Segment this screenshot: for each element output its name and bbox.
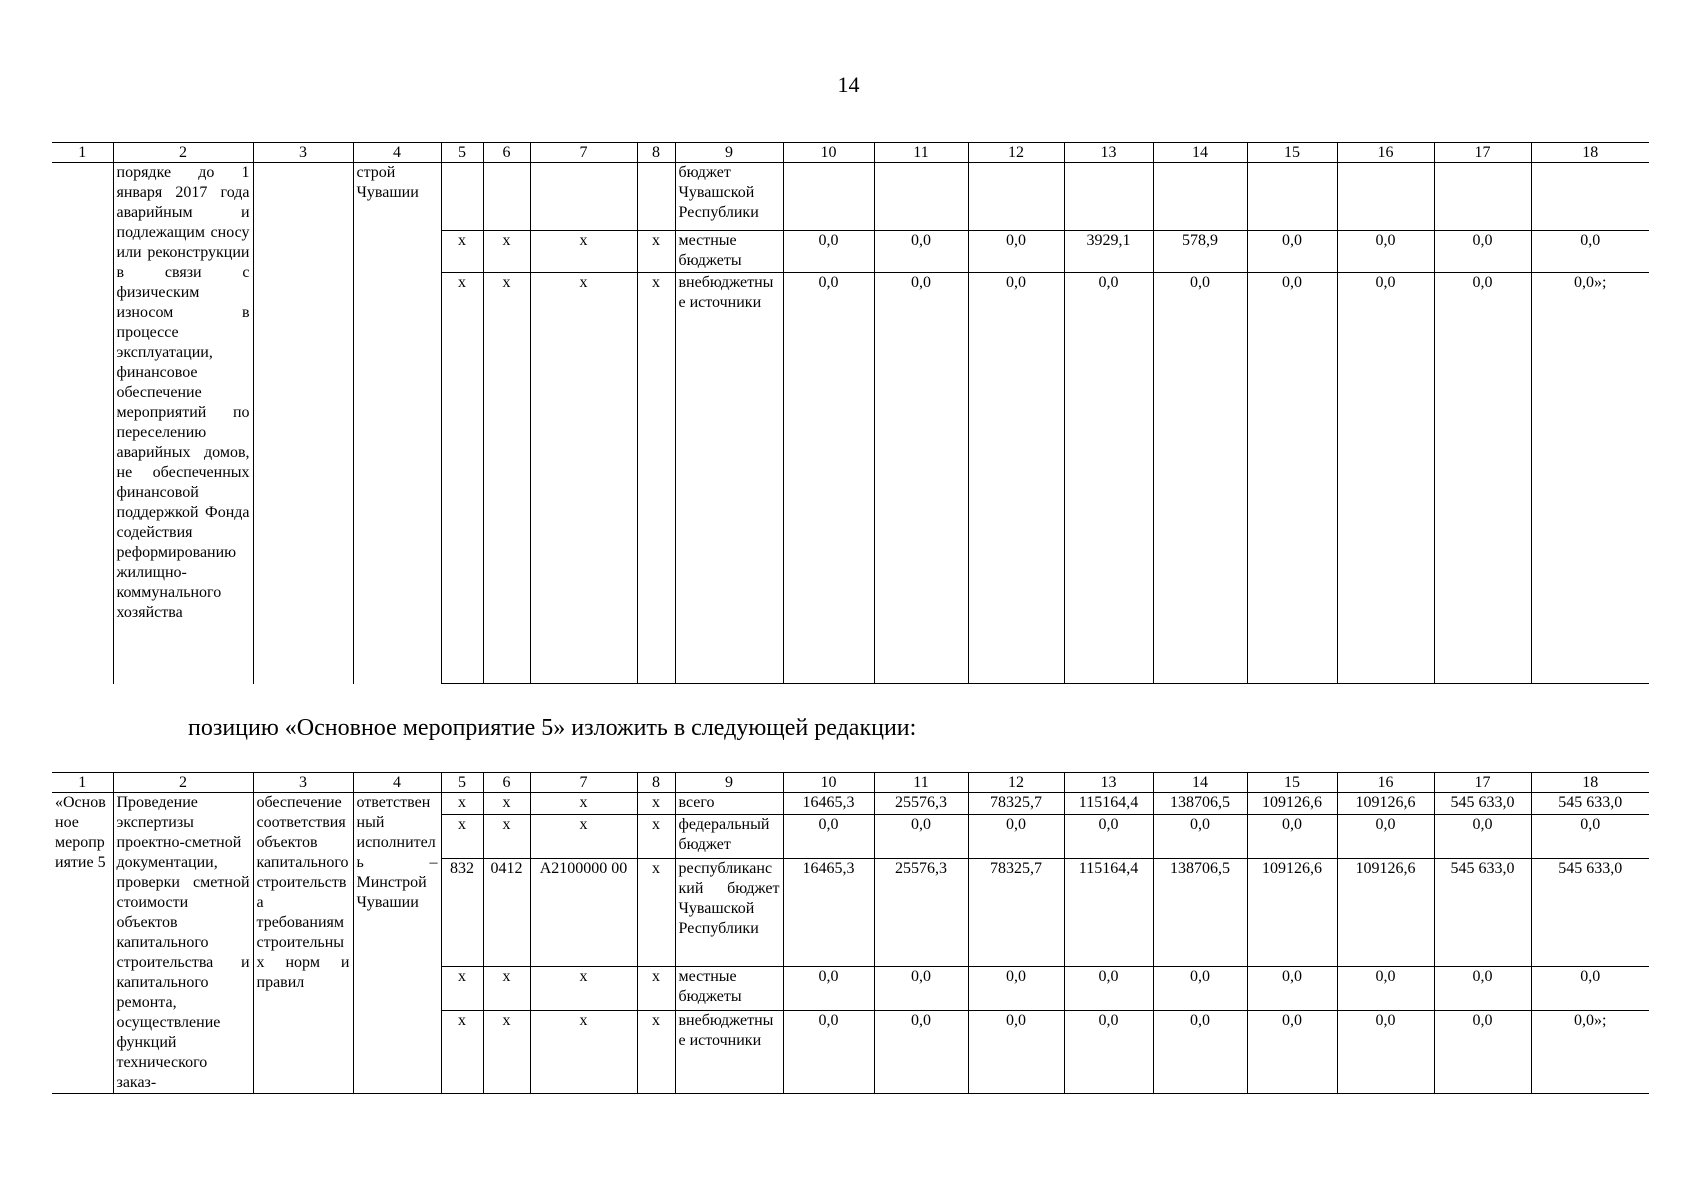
value-cell: 0,0»; <box>1531 273 1649 684</box>
value-cell: 115164,4 <box>1064 793 1153 815</box>
cell-col1 <box>52 163 113 684</box>
value-cell <box>968 163 1064 231</box>
measure-label: «Основное мероприятие 5 <box>52 793 113 1094</box>
column-number: 17 <box>1434 143 1531 163</box>
value-cell: 545 633,0 <box>1531 793 1649 815</box>
column-number: 5 <box>441 143 483 163</box>
value-cell: 25576,3 <box>874 793 968 815</box>
value-cell: 0,0 <box>968 815 1064 859</box>
cell-c6: x <box>483 793 530 815</box>
cell-c8 <box>637 163 675 231</box>
amendment-instruction: позицию «Основное мероприятие 5» изложить в следующей редакции: <box>188 715 917 741</box>
executor: ответственный исполнитель – Минстрой Чувашии <box>353 793 441 1094</box>
cell-c6 <box>483 163 530 231</box>
value-cell <box>1337 163 1434 231</box>
funding-source: всего <box>675 793 783 815</box>
value-cell: 0,0 <box>1531 815 1649 859</box>
value-cell: 0,0 <box>1434 231 1531 273</box>
cell-c5: x <box>441 273 483 684</box>
cell-c6: x <box>483 231 530 273</box>
funding-source: внебюджетные источники <box>675 273 783 684</box>
value-cell: 109126,6 <box>1337 793 1434 815</box>
value-cell: 0,0 <box>1337 231 1434 273</box>
value-cell: 0,0 <box>874 1010 968 1093</box>
value-cell: 545 633,0 <box>1531 859 1649 966</box>
cell-c7: x <box>530 966 637 1010</box>
budget-table-continued <box>52 142 1649 684</box>
cell-c5: x <box>441 1010 483 1093</box>
column-number: 15 <box>1247 143 1337 163</box>
cell-c7 <box>530 163 637 231</box>
column-number: 13 <box>1064 143 1153 163</box>
value-cell: 0,0 <box>783 966 874 1010</box>
budget-table-measure-5 <box>52 772 1649 1094</box>
value-cell: 0,0 <box>1337 815 1434 859</box>
cell-c5: x <box>441 815 483 859</box>
value-cell: 0,0 <box>874 815 968 859</box>
funding-source: бюджет Чувашской Республики <box>675 163 783 231</box>
column-number: 16 <box>1337 773 1434 793</box>
value-cell: 16465,3 <box>783 859 874 966</box>
value-cell: 0,0 <box>1337 273 1434 684</box>
value-cell: 0,0 <box>968 966 1064 1010</box>
cell-c8: x <box>637 859 675 966</box>
column-number: 7 <box>530 143 637 163</box>
value-cell: 0,0 <box>1247 1010 1337 1093</box>
value-cell: 0,0 <box>1247 815 1337 859</box>
cell-c5: x <box>441 231 483 273</box>
value-cell <box>783 163 874 231</box>
column-number: 13 <box>1064 773 1153 793</box>
value-cell: 115164,4 <box>1064 859 1153 966</box>
cell-c7: x <box>530 273 637 684</box>
cell-c8: x <box>637 793 675 815</box>
value-cell: 0,0 <box>1153 1010 1247 1093</box>
cell-c7: А2100000 00 <box>530 859 637 966</box>
value-cell: 16465,3 <box>783 793 874 815</box>
value-cell: 0,0»; <box>1531 1010 1649 1093</box>
value-cell: 0,0 <box>1434 273 1531 684</box>
value-cell: 0,0 <box>1153 273 1247 684</box>
value-cell: 0,0 <box>968 231 1064 273</box>
value-cell: 109126,6 <box>1247 859 1337 966</box>
cell-c8: x <box>637 273 675 684</box>
value-cell <box>1531 163 1649 231</box>
column-number: 4 <box>353 773 441 793</box>
value-cell: 0,0 <box>1434 966 1531 1010</box>
value-cell: 0,0 <box>1064 815 1153 859</box>
value-cell <box>1153 163 1247 231</box>
column-number: 14 <box>1153 773 1247 793</box>
executor: строй Чувашии <box>353 163 441 684</box>
measure-description: порядке до 1 января 2017 года аварийным и подлежащим сносу или реконструкции в связи с физическим износом в процессе эксплуатации, финансовое обеспечение мероприятий по переселению аварийных домов, не обеспеченных финансовой поддержкой Фонда содействия реформированию жилищно-коммунального хозяйства <box>113 163 253 684</box>
cell-c6: x <box>483 966 530 1010</box>
cell-c7: x <box>530 793 637 815</box>
cell-c8: x <box>637 966 675 1010</box>
value-cell: 0,0 <box>1337 966 1434 1010</box>
value-cell: 0,0 <box>874 231 968 273</box>
funding-source: внебюджетные источники <box>675 1010 783 1093</box>
funding-source: местные бюджеты <box>675 231 783 273</box>
column-number: 2 <box>113 773 253 793</box>
column-number: 7 <box>530 773 637 793</box>
column-number: 3 <box>253 143 353 163</box>
column-number: 18 <box>1531 773 1649 793</box>
cell-c8: x <box>637 1010 675 1093</box>
column-number: 6 <box>483 143 530 163</box>
column-number: 9 <box>675 143 783 163</box>
value-cell: 578,9 <box>1153 231 1247 273</box>
page-number: 14 <box>837 72 860 97</box>
value-cell <box>874 163 968 231</box>
value-cell: 545 633,0 <box>1434 793 1531 815</box>
value-cell: 0,0 <box>783 1010 874 1093</box>
cell-c5: 832 <box>441 859 483 966</box>
column-number: 1 <box>52 143 113 163</box>
column-number: 11 <box>874 773 968 793</box>
column-number: 15 <box>1247 773 1337 793</box>
cell-c7: x <box>530 231 637 273</box>
value-cell: 0,0 <box>968 1010 1064 1093</box>
value-cell: 109126,6 <box>1337 859 1434 966</box>
funding-source: республиканский бюджет Чувашской Республики <box>675 859 783 966</box>
table-row <box>52 163 1649 231</box>
column-number: 12 <box>968 143 1064 163</box>
column-number: 18 <box>1531 143 1649 163</box>
value-cell: 0,0 <box>1337 1010 1434 1093</box>
column-number-row <box>52 773 1649 793</box>
cell-c8: x <box>637 815 675 859</box>
column-number: 4 <box>353 143 441 163</box>
value-cell <box>1434 163 1531 231</box>
cell-c7: x <box>530 815 637 859</box>
value-cell: 0,0 <box>1247 231 1337 273</box>
value-cell: 0,0 <box>1247 966 1337 1010</box>
cell-c5 <box>441 163 483 231</box>
value-cell: 138706,5 <box>1153 793 1247 815</box>
value-cell: 0,0 <box>1434 1010 1531 1093</box>
column-number: 14 <box>1153 143 1247 163</box>
value-cell: 109126,6 <box>1247 793 1337 815</box>
column-number: 10 <box>783 143 874 163</box>
column-number: 10 <box>783 773 874 793</box>
value-cell: 138706,5 <box>1153 859 1247 966</box>
column-number: 2 <box>113 143 253 163</box>
value-cell: 0,0 <box>1153 966 1247 1010</box>
value-cell: 78325,7 <box>968 793 1064 815</box>
value-cell: 0,0 <box>1434 815 1531 859</box>
table-row <box>52 793 1649 815</box>
column-number: 5 <box>441 773 483 793</box>
measure-goal: обеспечение соответствия объектов капитального строительства требованиям строительных норм и правил <box>253 793 353 1094</box>
value-cell: 545 633,0 <box>1434 859 1531 966</box>
cell-c6: x <box>483 273 530 684</box>
column-number: 16 <box>1337 143 1434 163</box>
value-cell: 0,0 <box>1064 1010 1153 1093</box>
cell-col3 <box>253 163 353 684</box>
value-cell: 25576,3 <box>874 859 968 966</box>
funding-source: местные бюджеты <box>675 966 783 1010</box>
value-cell: 0,0 <box>1247 273 1337 684</box>
cell-c5: x <box>441 793 483 815</box>
value-cell: 0,0 <box>1531 231 1649 273</box>
value-cell <box>1064 163 1153 231</box>
value-cell: 0,0 <box>783 273 874 684</box>
value-cell: 0,0 <box>1064 273 1153 684</box>
cell-c6: 0412 <box>483 859 530 966</box>
value-cell: 0,0 <box>783 231 874 273</box>
measure-description: Проведение экспертизы проектно-сметной документации, проверки сметной стоимости объектов капитального строительства и капитального ремонта, осуществление функций технического заказ- <box>113 793 253 1094</box>
column-number: 17 <box>1434 773 1531 793</box>
value-cell: 0,0 <box>783 815 874 859</box>
cell-c6: x <box>483 815 530 859</box>
value-cell <box>1247 163 1337 231</box>
value-cell: 3929,1 <box>1064 231 1153 273</box>
value-cell: 0,0 <box>1153 815 1247 859</box>
column-number: 6 <box>483 773 530 793</box>
cell-c5: x <box>441 966 483 1010</box>
column-number: 11 <box>874 143 968 163</box>
column-number: 12 <box>968 773 1064 793</box>
column-number-row <box>52 143 1649 163</box>
value-cell: 0,0 <box>874 966 968 1010</box>
column-number: 3 <box>253 773 353 793</box>
cell-c8: x <box>637 231 675 273</box>
value-cell: 78325,7 <box>968 859 1064 966</box>
column-number: 9 <box>675 773 783 793</box>
column-number: 8 <box>637 143 675 163</box>
value-cell: 0,0 <box>1531 966 1649 1010</box>
value-cell: 0,0 <box>968 273 1064 684</box>
value-cell: 0,0 <box>874 273 968 684</box>
value-cell: 0,0 <box>1064 966 1153 1010</box>
cell-c7: x <box>530 1010 637 1093</box>
funding-source: федеральный бюджет <box>675 815 783 859</box>
column-number: 1 <box>52 773 113 793</box>
cell-c6: x <box>483 1010 530 1093</box>
column-number: 8 <box>637 773 675 793</box>
